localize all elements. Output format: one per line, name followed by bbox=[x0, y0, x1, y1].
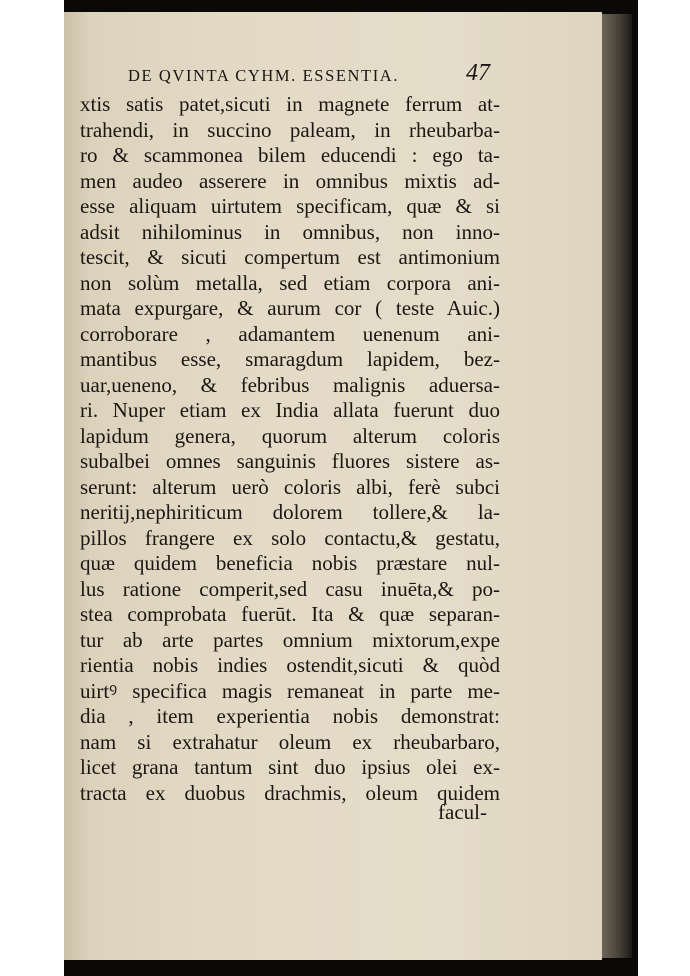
text-line: tescit, & sicuti compertum est antimonium bbox=[80, 245, 500, 269]
running-title: DE QVINTA CYHM. ESSENTIA. bbox=[128, 66, 400, 85]
text-line: quæ quidem beneficia nobis præstare nul- bbox=[80, 551, 500, 575]
text-line: uirtꝰ specifica magis remaneat in parte me- bbox=[80, 678, 500, 703]
text-line: corroborare , adamantem uenenum ani- bbox=[80, 321, 500, 346]
text-line: dia , item experientia nobis demonstrat: bbox=[80, 704, 500, 728]
text-line: lus ratione comperit,sed casu inuēta,& po- bbox=[80, 576, 500, 601]
text-line: mantibus esse, smaragdum lapidem, bez- bbox=[80, 347, 500, 371]
text-line: men audeo asserere in omnibus mixtis ad- bbox=[80, 168, 500, 193]
text-line: neritij,nephiriticum dolorem tollere,& la- bbox=[80, 500, 500, 524]
text-line: uar,ueneno, & febribus malignis aduersa- bbox=[80, 372, 500, 397]
page-header bbox=[128, 60, 508, 88]
text-line: adsit nihilominus in omnibus, non inno- bbox=[80, 219, 500, 244]
page-number: 47 bbox=[466, 60, 490, 86]
text-line: serunt: alterum uerò coloris albi, ferè subci bbox=[80, 474, 500, 499]
text-line: rientia nobis indies ostendit,sicuti & quòd bbox=[80, 653, 500, 677]
text-line: non solùm metalla, sed etiam corpora ani- bbox=[80, 270, 500, 295]
text-line: tur ab arte partes omnium mixtorum,expe bbox=[80, 627, 500, 652]
text-line: pillos frangere ex solo contactu,& gestatu, bbox=[80, 525, 500, 550]
text-line: trahendi, in succino paleam, in rheubarba- bbox=[80, 117, 500, 142]
text-line: stea comprobata fuerūt. Ita & quæ separan- bbox=[80, 602, 500, 626]
text-line: licet grana tantum sint duo ipsius olei ex- bbox=[80, 755, 500, 779]
text-line: subalbei omnes sanguinis fluores sistere as- bbox=[80, 449, 500, 473]
catchword: facul- bbox=[438, 800, 487, 824]
text-line: esse aliquam uirtutem specificam, quæ & si bbox=[80, 194, 500, 218]
text-line: xtis satis patet,sicuti in magnete ferrum at- bbox=[80, 92, 500, 116]
page-edge bbox=[602, 14, 632, 958]
text-line: ri. Nuper etiam ex India allata fuerunt duo bbox=[80, 398, 500, 422]
text-line: tracta ex duobus drachmis, oleum quidem bbox=[80, 780, 500, 805]
body-text bbox=[80, 92, 500, 806]
text-line: mata expurgare, & aurum cor ( teste Auic.) bbox=[80, 296, 500, 320]
text-line: lapidum genera, quorum alterum coloris bbox=[80, 423, 500, 448]
text-line: ro & scammonea bilem educendi : ego ta- bbox=[80, 143, 500, 167]
text-line: nam si extrahatur oleum ex rheubarbaro, bbox=[80, 729, 500, 754]
